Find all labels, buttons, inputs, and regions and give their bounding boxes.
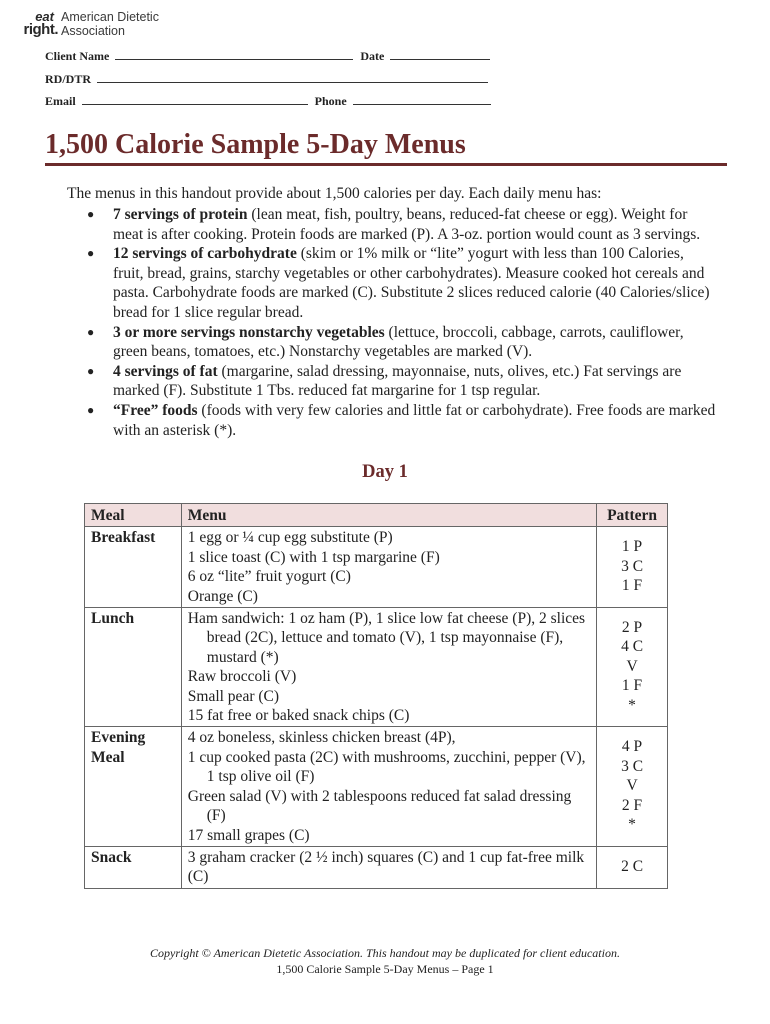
phone-label: Phone bbox=[314, 94, 347, 108]
list-item-bold: “Free” foods bbox=[113, 401, 198, 419]
logo-mark bbox=[14, 10, 58, 36]
bullet-icon: ● bbox=[87, 324, 95, 339]
phone-field[interactable] bbox=[353, 93, 491, 105]
meal-cell: Snack bbox=[85, 846, 182, 888]
header-menu: Menu bbox=[181, 504, 596, 527]
table-row bbox=[85, 846, 668, 888]
logo-mark-eat: eat bbox=[35, 9, 54, 24]
list-item-bold: 12 servings of carbohydrate bbox=[113, 245, 297, 263]
list-item bbox=[67, 401, 717, 440]
pattern-value: V bbox=[626, 777, 638, 795]
day-heading: Day 1 bbox=[362, 462, 408, 482]
menu-item: 1 egg or ¼ cup egg substitute (P) bbox=[187, 529, 393, 547]
logo-organization bbox=[61, 10, 159, 38]
logo-mark-right: right. bbox=[23, 21, 58, 38]
meal-cell: Evening Meal bbox=[85, 727, 182, 846]
pattern-value: 4 P bbox=[621, 738, 643, 756]
logo-org-line2: Association bbox=[61, 24, 125, 38]
menu-cell bbox=[181, 846, 596, 888]
menu-item: Orange (C) bbox=[187, 587, 258, 605]
page-number-text: 1,500 Calorie Sample 5-Day Menus – Page 1 bbox=[276, 962, 494, 976]
menu-item: Small pear (C) bbox=[187, 687, 280, 705]
menu-item: 17 small grapes (C) bbox=[187, 826, 310, 844]
list-item-bold: 4 servings of fat bbox=[113, 362, 218, 380]
pattern-cell bbox=[597, 527, 668, 608]
pattern-value: 2 C bbox=[621, 857, 644, 875]
menu-item: 1 slice toast (C) with 1 tsp margarine (F) bbox=[187, 548, 440, 566]
logo-org-line1: American Dietetic bbox=[61, 10, 159, 24]
list-item-bold: 7 servings of protein bbox=[113, 206, 248, 223]
list-item bbox=[67, 362, 717, 401]
pattern-value: 2 P bbox=[621, 619, 643, 637]
list-item-text: (lettuce, broccoli, cabbage, carrots, cauliflower, green beans, tomatoes, etc.) Nonstarchy vegetables are marked (V). bbox=[113, 323, 684, 361]
pattern-cell bbox=[597, 608, 668, 727]
form-row-client bbox=[45, 48, 490, 64]
table-row bbox=[85, 527, 668, 608]
pattern-value: 3 C bbox=[621, 557, 644, 575]
page-title: 1,500 Calorie Sample 5-Day Menus bbox=[45, 129, 466, 160]
menu-item: 3 graham cracker (2 ½ inch) squares (C) and 1 cup fat-free milk (C) bbox=[187, 848, 585, 886]
table-row bbox=[85, 727, 668, 846]
pattern-value: 1 F bbox=[621, 577, 643, 595]
title-divider bbox=[45, 163, 727, 166]
menu-item: 6 oz “lite” fruit yogurt (C) bbox=[187, 568, 351, 586]
menu-item: Green salad (V) with 2 tablespoons reduced fat salad dressing (F) bbox=[187, 787, 572, 825]
pattern-value: * bbox=[628, 816, 636, 834]
list-item-text: (skim or 1% milk or “lite” yogurt with less than 100 Calories, fruit, bread, grains, starchy vegetables or other carbohydrates). Measure cooked hot cereals and pasta. Carbohydrate foods are marked (C). Substitute 2 slices reduced calorie (40 Calories/slice) bread for 1 slice regular bread. bbox=[113, 245, 710, 321]
pattern-value: 4 C bbox=[621, 638, 644, 656]
header-pattern: Pattern bbox=[597, 504, 668, 527]
copyright-text: Copyright © American Dietetic Association. This handout may be duplicated for client education. bbox=[150, 946, 620, 960]
menu-item: Ham sandwich: 1 oz ham (P), 1 slice low fat cheese (P), 2 slices bread (2C), lettuce and tomato (V), 1 tsp mayonnaise (F), mustard (*) bbox=[187, 610, 586, 666]
pattern-cell bbox=[597, 727, 668, 846]
pattern-value: * bbox=[628, 696, 636, 714]
meal-cell: Breakfast bbox=[85, 527, 182, 608]
form-row-rd bbox=[45, 71, 488, 87]
list-item bbox=[67, 323, 717, 362]
list-item-text: (foods with very few calories and little fat or carbohydrate). Free foods are marked with an asterisk (*). bbox=[113, 401, 716, 439]
date-field[interactable] bbox=[390, 48, 490, 60]
table-row bbox=[85, 608, 668, 727]
menu-cell bbox=[181, 527, 596, 608]
pattern-value: 3 C bbox=[621, 757, 644, 775]
list-item-text: (margarine, salad dressing, mayonnaise, nuts, olives, etc.) Fat servings are marked (F). Substitute 1 Tbs. reduced fat margarine for 1 tsp regular. bbox=[113, 362, 682, 400]
email-label: Email bbox=[45, 94, 76, 108]
email-field[interactable] bbox=[82, 93, 308, 105]
menu-item: Raw broccoli (V) bbox=[187, 668, 297, 686]
pattern-value: V bbox=[626, 657, 638, 675]
pattern-value: 1 P bbox=[621, 538, 643, 556]
bullet-icon: ● bbox=[87, 363, 95, 378]
bullet-icon: ● bbox=[87, 207, 95, 221]
client-name-field[interactable] bbox=[115, 48, 353, 60]
menu-item: 15 fat free or baked snack chips (C) bbox=[187, 707, 410, 725]
eat-right-logo bbox=[14, 10, 174, 42]
page-footer bbox=[0, 945, 770, 977]
intro-text: The menus in this handout provide about 1,500 calories per day. Each daily menu has: bbox=[67, 185, 602, 202]
list-item bbox=[67, 244, 717, 322]
menu-item: 1 cup cooked pasta (2C) with mushrooms, zucchini, pepper (V), 1 tsp olive oil (F) bbox=[187, 748, 586, 786]
header-meal: Meal bbox=[85, 504, 182, 527]
client-name-label: Client Name bbox=[45, 49, 110, 63]
meal-cell: Lunch bbox=[85, 608, 182, 727]
list-item-text: (lean meat, fish, poultry, beans, reduced-fat cheese or egg). Weight for meat is after cooking. Protein foods are marked (P). A 3-oz. portion would count as 3 servings. bbox=[113, 206, 701, 243]
list-item bbox=[67, 205, 717, 244]
form-row-email bbox=[45, 93, 491, 109]
servings-list bbox=[67, 205, 717, 440]
pattern-value: 2 F bbox=[621, 796, 643, 814]
date-label: Date bbox=[360, 49, 385, 63]
bullet-icon: ● bbox=[87, 402, 95, 417]
rd-dtr-label: RD/DTR bbox=[45, 72, 92, 86]
menu-cell bbox=[181, 727, 596, 846]
bullet-icon: ● bbox=[87, 246, 95, 261]
pattern-value: 1 F bbox=[621, 677, 643, 695]
table-header-row bbox=[85, 504, 668, 527]
pattern-cell bbox=[597, 846, 668, 888]
rd-dtr-field[interactable] bbox=[97, 71, 488, 83]
list-item-bold: 3 or more servings nonstarchy vegetables bbox=[113, 323, 385, 341]
menu-cell bbox=[181, 608, 596, 727]
menu-item: 4 oz boneless, skinless chicken breast (4P), bbox=[187, 729, 456, 747]
menu-table bbox=[84, 503, 668, 889]
